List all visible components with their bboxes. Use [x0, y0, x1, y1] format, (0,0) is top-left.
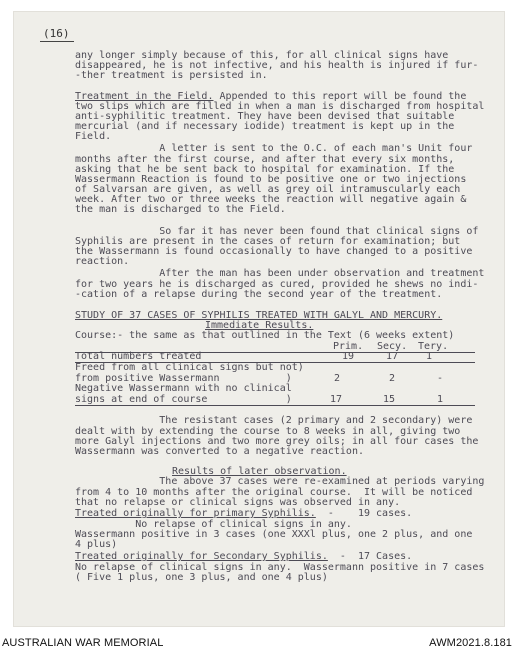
archive-name: AUSTRALIAN WAR MEMORIAL — [2, 637, 164, 649]
text-line: two slips which are filled in when a man is discharged from hospital — [75, 101, 485, 112]
text-line: Syphilis are present in the cases of return for examination; but — [75, 236, 461, 247]
row-label: signs at end of course ) — [75, 394, 292, 405]
text-line: No relapse of clinical signs in any. Wassermann positive in 7 cases — [75, 562, 485, 573]
cell-prim: 17 — [330, 394, 343, 405]
text-line — [75, 509, 412, 520]
text-line: any longer simply because of this, for all clinical signs have — [75, 50, 449, 61]
text-line: Wassermann positive in 3 cases (one XXXl plus, one 2 plus, and one — [75, 529, 473, 540]
study-heading: STUDY OF 37 CASES OF SYPHILIS TREATED WITH GALYL AND MERCURY. — [75, 310, 443, 321]
text-line: of Salvarsan are given, as well as grey oil intramuscularly each — [75, 184, 461, 195]
text-line: The resistant cases (2 primary and 2 secondary) were — [75, 415, 473, 426]
primary-heading: Treated originally for primary Syphilis. — [75, 508, 316, 519]
cell-tery: 1 — [426, 351, 433, 362]
text-line: Wassermann Reaction is found to be positive one or two injections — [75, 174, 467, 185]
text-line: week. After two or three weeks the reaction will negative again & — [75, 194, 467, 205]
row-label: Total numbers treated — [75, 351, 202, 362]
text-line — [75, 552, 412, 563]
text-line: that no relapse or clinical signs was observed in any. — [75, 497, 401, 508]
text-line: from 4 to 10 months after the original course. It will be noticed — [75, 487, 473, 498]
text-line: for two years he is discharged as cured, provided he shews no indi- — [75, 279, 479, 290]
text-line: 4 plus) — [75, 539, 118, 550]
row-label: from positive Wassermann ) — [75, 373, 292, 384]
row-label: Freed from all clinical signs but not) — [75, 362, 304, 373]
text-line: asking that he be sent back to hospital for examination. If the — [75, 164, 455, 175]
archive-footer — [0, 631, 516, 653]
text-line: So far it has never been found that clinical signs of — [75, 226, 479, 237]
text-line: the Wassermann is found occasionally to have changed to a positive — [75, 246, 473, 257]
later-heading: Results of later observation. — [172, 466, 347, 477]
cell-secy: 17 — [386, 351, 399, 362]
cell-tery: - — [437, 373, 444, 384]
cell-secy: 2 — [389, 373, 396, 384]
text-line-rest: Appended to this report will be found the — [213, 91, 467, 102]
text-line: mercurial (and if necessary iodide) treatment is kept up in the — [75, 121, 455, 132]
text-line: the man is discharged to the Field. — [75, 204, 286, 215]
text-line: disappeared, he is not infective, and his health is injured if fur- — [75, 60, 479, 71]
secondary-heading: Treated originally for Secondary Syphilis. — [75, 551, 328, 562]
archive-reference: AWM2021.8.181 — [429, 637, 512, 649]
secondary-count: - 17 Cases. — [327, 551, 413, 562]
row-label: Negative Wassermann with no clinical — [75, 383, 292, 394]
text-line: A letter is sent to the O.C. of each man's Unit four — [75, 143, 473, 154]
text-line: more Galyl injections and two more grey oils; in all four cases the — [75, 436, 479, 447]
text-line: Wassermann was converted to a negative reaction. — [75, 446, 364, 457]
cell-tery: 1 — [437, 394, 444, 405]
text-line: anti-syphilitic treatment. They have been devised that suitable — [75, 111, 455, 122]
text-line: -cation of a relapse during the second year of the treatment. — [75, 289, 443, 300]
cell-secy: 15 — [383, 394, 396, 405]
page-number-underline — [40, 41, 74, 42]
text-line: The above 37 cases were re-examined at periods varying — [75, 476, 485, 487]
cell-prim: 2 — [334, 373, 341, 384]
page-number: (16) — [43, 27, 70, 40]
column-header-secy: Secy. — [377, 341, 408, 352]
text-line: -ther treatment is persisted in. — [75, 70, 268, 81]
text-line: Field. — [75, 131, 112, 142]
text-line: ( Five 1 plus, one 3 plus, and one 4 plus) — [75, 572, 328, 583]
text-line: No relapse of clinical signs in any. — [75, 519, 352, 530]
column-header-tery: Tery. — [418, 341, 449, 352]
section-heading: Treatment in the Field. — [75, 91, 214, 102]
text-line: months after the first course, and after that every six months, — [75, 154, 455, 165]
table-bottom-rule — [75, 405, 475, 406]
primary-count: - 19 cases. — [315, 508, 413, 519]
text-line: After the man has been under observation and treatment — [75, 268, 485, 279]
column-header-prim: Prim. — [333, 341, 364, 352]
study-course-line: Course:- the same as that outlined in the Text (6 weeks extent) — [75, 330, 455, 341]
study-subheading: Immediate Results. — [205, 320, 314, 331]
cell-prim: 19 — [342, 351, 355, 362]
text-line: dealt with by extending the course to 8 weeks in all, giving two — [75, 426, 461, 437]
text-line: reaction. — [75, 256, 130, 267]
